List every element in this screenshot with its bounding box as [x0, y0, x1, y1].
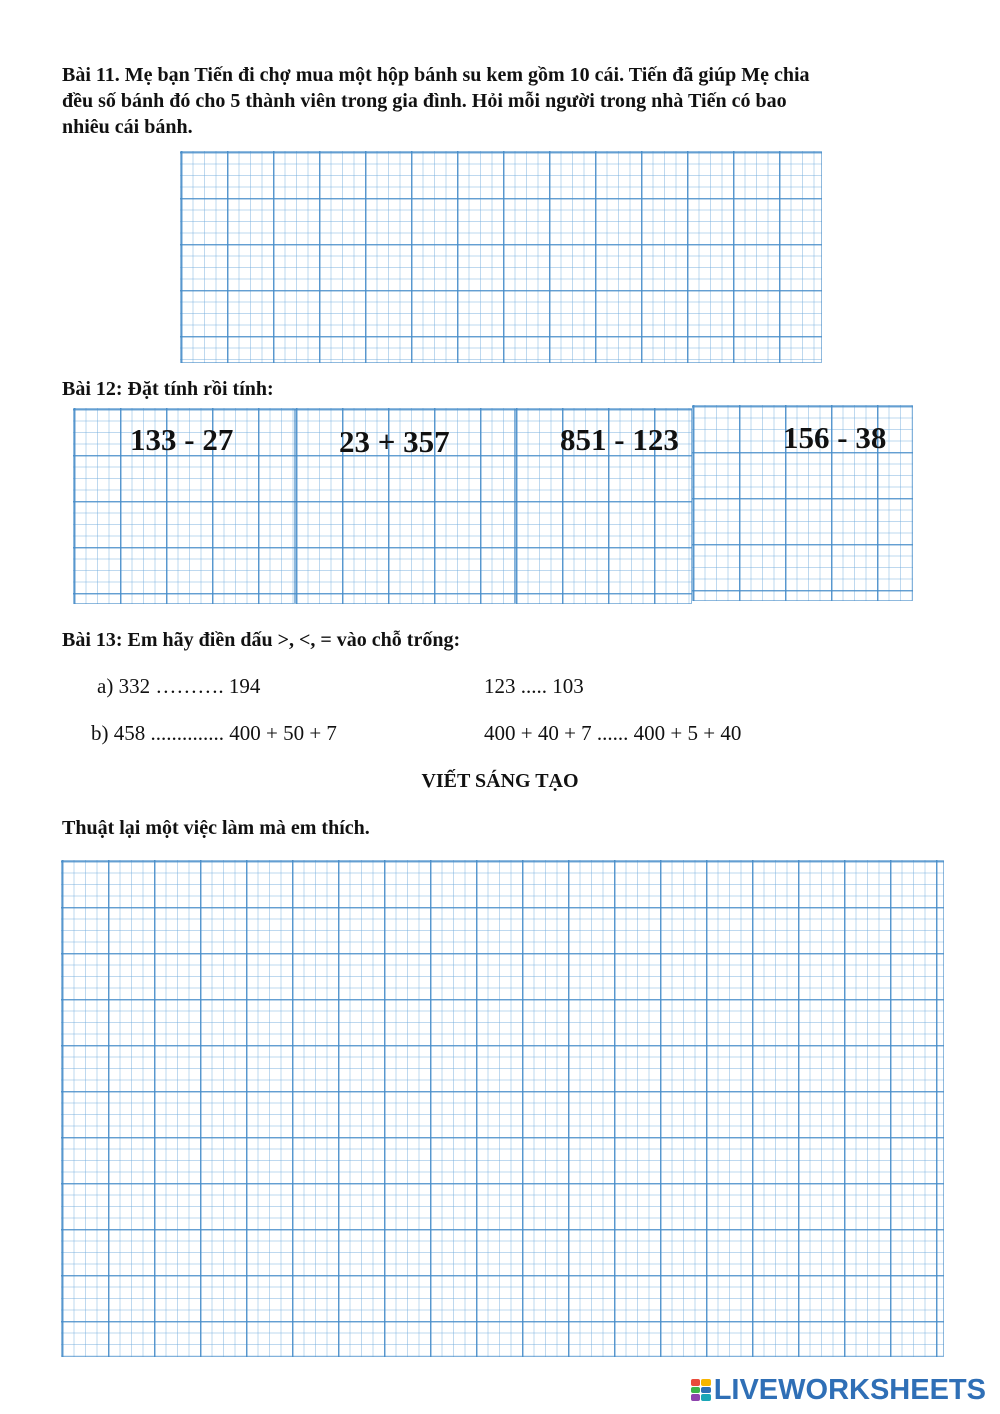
- creative-prompt: Thuật lại một việc làm mà em thích.: [62, 817, 370, 839]
- task-11-line-3: nhiêu cái bánh.: [62, 116, 193, 138]
- logo-badge-block: [701, 1394, 711, 1401]
- task-12-title: Bài 12: Đặt tính rồi tính:: [62, 378, 274, 400]
- task-13-title: Bài 13: Em hãy điền dấu >, <, = vào chỗ trống:: [62, 629, 461, 651]
- task-13-row-a-left[interactable]: a) 332 ………. 194: [97, 674, 261, 698]
- logo-text: LIVEWORKSHEETS: [713, 1373, 986, 1406]
- task-13-row-b-right[interactable]: 400 + 40 + 7 ...... 400 + 5 + 40: [484, 721, 742, 745]
- task-12-expression-3: 851 - 123: [560, 422, 679, 457]
- liveworksheets-logo: [691, 1375, 986, 1405]
- task-11-line-2: đều số bánh đó cho 5 thành viên trong gia đình. Hỏi mỗi người trong nhà Tiến có bao: [62, 90, 787, 112]
- creative-heading: VIẾT SÁNG TẠO: [421, 770, 579, 792]
- logo-badge-block: [701, 1387, 711, 1394]
- logo-badge-block: [691, 1394, 701, 1401]
- task-12-expression-2: 23 + 357: [339, 424, 450, 459]
- task-12-expression-1: 133 - 27: [130, 422, 234, 457]
- task-11-line-1: Bài 11. Mẹ bạn Tiến đi chợ mua một hộp bánh su kem gồm 10 cái. Tiến đã giúp Mẹ chia: [62, 64, 810, 86]
- logo-badge-block: [701, 1379, 711, 1386]
- creative-writing-grid[interactable]: [61, 860, 944, 1357]
- task-12-expression-4: 156 - 38: [783, 420, 887, 455]
- liveworksheets-logo-icon: [691, 1379, 711, 1401]
- logo-badge-block: [691, 1387, 701, 1394]
- task-11-answer-grid[interactable]: [180, 151, 822, 363]
- task-13-row-a-right[interactable]: 123 ..... 103: [484, 674, 584, 698]
- task-11-text: [62, 62, 952, 140]
- logo-badge-block: [691, 1379, 701, 1386]
- task-13-row-b-left[interactable]: b) 458 .............. 400 + 50 + 7: [91, 721, 337, 745]
